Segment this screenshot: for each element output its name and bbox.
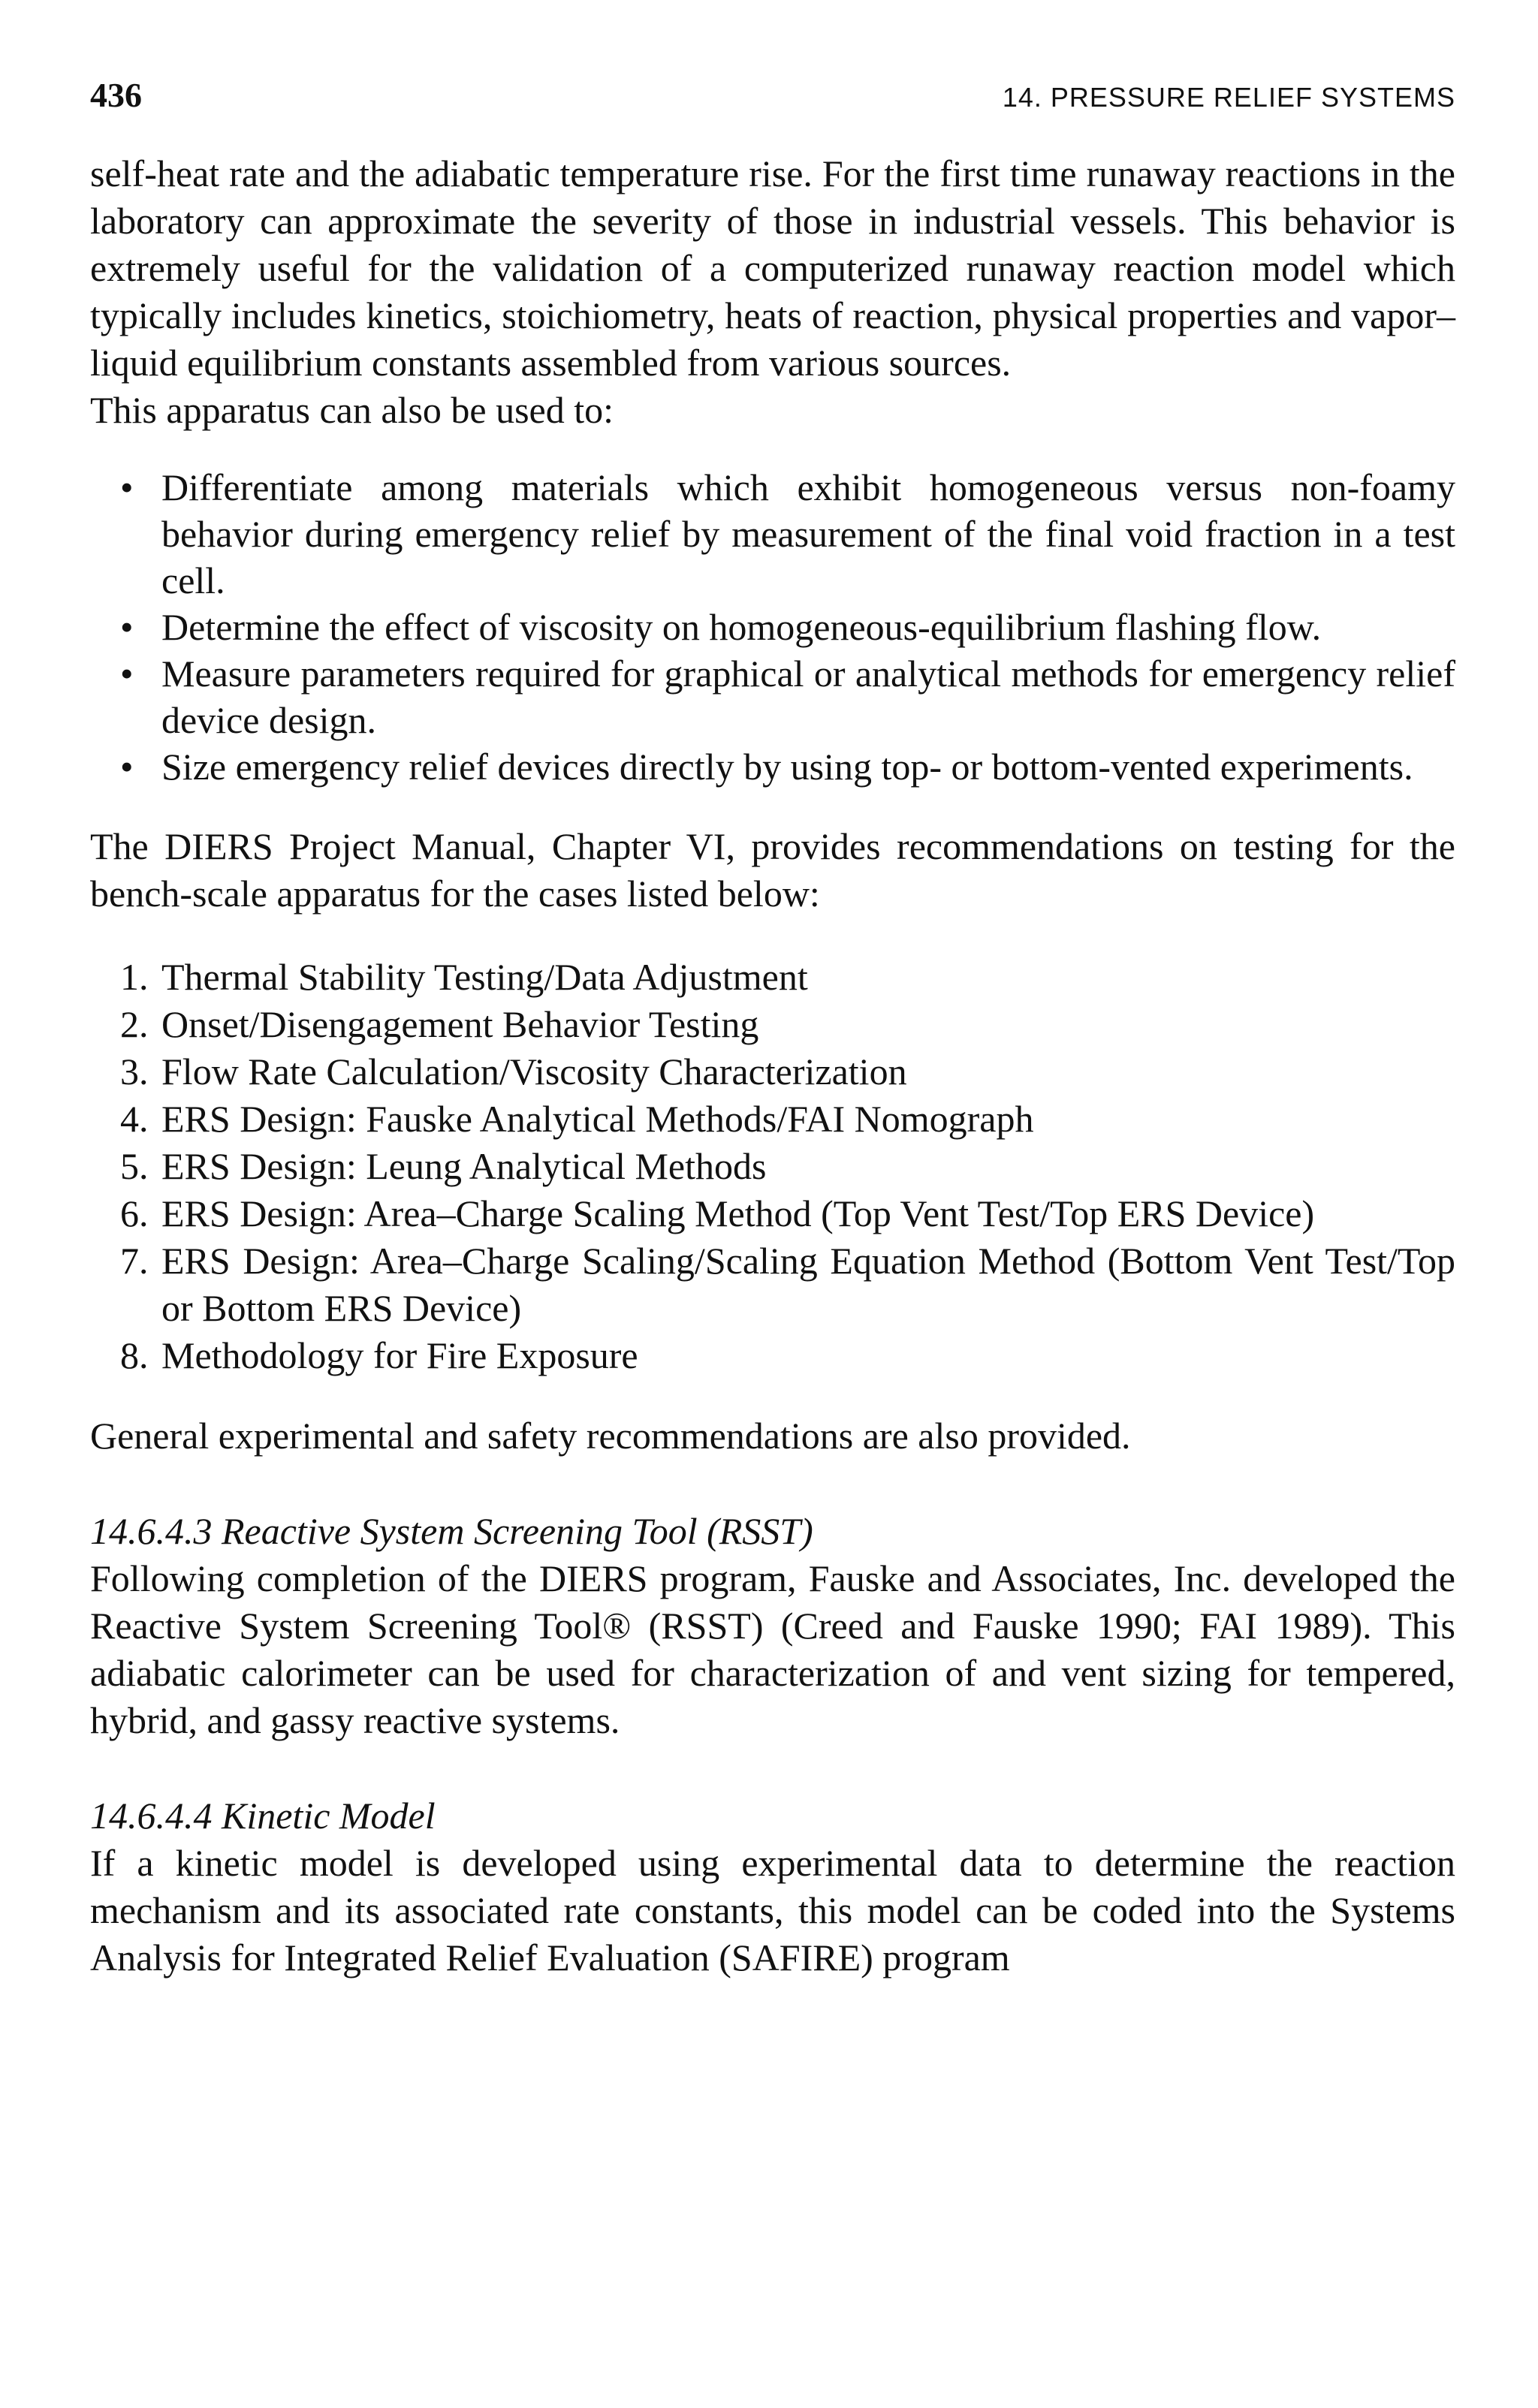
list-item-text: ERS Design: Area–Charge Scaling Method (Top Vent Test/Top ERS Device) — [161, 1192, 1315, 1234]
paragraph-intro: self-heat rate and the adiabatic temperature rise. For the first time runaway reactions in the laboratory can approximate the severity of those in industrial vessels. This behavior is extremely useful for the validation of a computerized runaway reaction model which typically includes kinetics, stoichiometry, heats of reaction, physical properties and vapor–liquid equilibrium constants assembled from various sources. — [90, 152, 1455, 384]
section-heading-kinetic-model: 14.6.4.4 Kinetic Model — [90, 1795, 436, 1837]
list-item-number: 1. — [120, 956, 149, 998]
list-item-text: Thermal Stability Testing/Data Adjustment — [161, 956, 808, 998]
list-item — [120, 954, 1455, 1001]
page — [90, 75, 1455, 1982]
list-item — [120, 1048, 1455, 1096]
paragraph-apparatus-uses: This apparatus can also be used to: — [90, 389, 614, 431]
list-item — [120, 650, 1455, 743]
list-item-text: Methodology for Fire Exposure — [161, 1334, 638, 1376]
list-item-number: 7. — [120, 1240, 149, 1282]
numbered-list — [90, 954, 1455, 1379]
list-item-text: Determine the effect of viscosity on homogeneous-equilibrium flashing flow. — [161, 606, 1322, 648]
list-item — [120, 604, 1455, 650]
list-item — [120, 1096, 1455, 1143]
bullet-icon: • — [120, 652, 134, 695]
list-item-text: Size emergency relief devices directly by using top- or bottom-vented experiments. — [161, 746, 1413, 788]
list-item-text: ERS Design: Leung Analytical Methods — [161, 1145, 767, 1187]
list-item — [120, 464, 1455, 604]
bullet-list — [90, 464, 1455, 790]
page-header — [90, 75, 1455, 120]
list-item-number: 5. — [120, 1145, 149, 1187]
list-item — [120, 1332, 1455, 1379]
list-item-number: 8. — [120, 1334, 149, 1376]
list-item-text: ERS Design: Area–Charge Scaling/Scaling Equation Method (Bottom Vent Test/Top or Bottom ERS Device) — [161, 1240, 1455, 1329]
bullet-icon: • — [120, 606, 134, 648]
list-item-text: Onset/Disengagement Behavior Testing — [161, 1003, 759, 1045]
list-item-number: 4. — [120, 1098, 149, 1140]
page-number: 436 — [90, 76, 142, 114]
list-item-text: Flow Rate Calculation/Viscosity Characterization — [161, 1050, 907, 1092]
bullet-icon: • — [120, 466, 134, 508]
paragraph-kinetic-model: If a kinetic model is developed using experimental data to determine the reaction mechanism and its associated rate constants, this model can be coded into the Systems Analysis for Integrated Relief Evaluation (SAFIRE) program — [90, 1842, 1455, 1979]
paragraph-diers-manual: The DIERS Project Manual, Chapter VI, provides recommendations on testing for the bench-scale apparatus for the cases listed below: — [90, 825, 1455, 915]
list-item-number: 6. — [120, 1192, 149, 1234]
list-item — [120, 1143, 1455, 1190]
list-item-text: ERS Design: Fauske Analytical Methods/FAI Nomograph — [161, 1098, 1034, 1140]
list-item — [120, 1001, 1455, 1048]
bullet-icon: • — [120, 746, 134, 788]
paragraph-recommendations: General experimental and safety recommendations are also provided. — [90, 1415, 1131, 1457]
list-item-number: 2. — [120, 1003, 149, 1045]
running-head: 14. PRESSURE RELIEF SYSTEMS — [1002, 82, 1455, 113]
list-item-text: Differentiate among materials which exhibit homogeneous versus non-foamy behavior during emergency relief by measurement of the final void fraction in a test cell. — [161, 466, 1455, 601]
list-item-number: 3. — [120, 1050, 149, 1092]
section-heading-rsst: 14.6.4.3 Reactive System Screening Tool (RSST) — [90, 1510, 813, 1552]
list-item — [120, 743, 1455, 790]
list-item-text: Measure parameters required for graphical or analytical methods for emergency relief device design. — [161, 652, 1455, 741]
list-item — [120, 1190, 1455, 1237]
list-item — [120, 1237, 1455, 1332]
paragraph-rsst: Following completion of the DIERS program, Fauske and Associates, Inc. developed the Reactive System Screening Tool® (RSST) (Creed and Fauske 1990; FAI 1989). This adiabatic calorimeter can be used for characterization of and vent sizing for tempered, hybrid, and gassy reactive systems. — [90, 1557, 1455, 1741]
